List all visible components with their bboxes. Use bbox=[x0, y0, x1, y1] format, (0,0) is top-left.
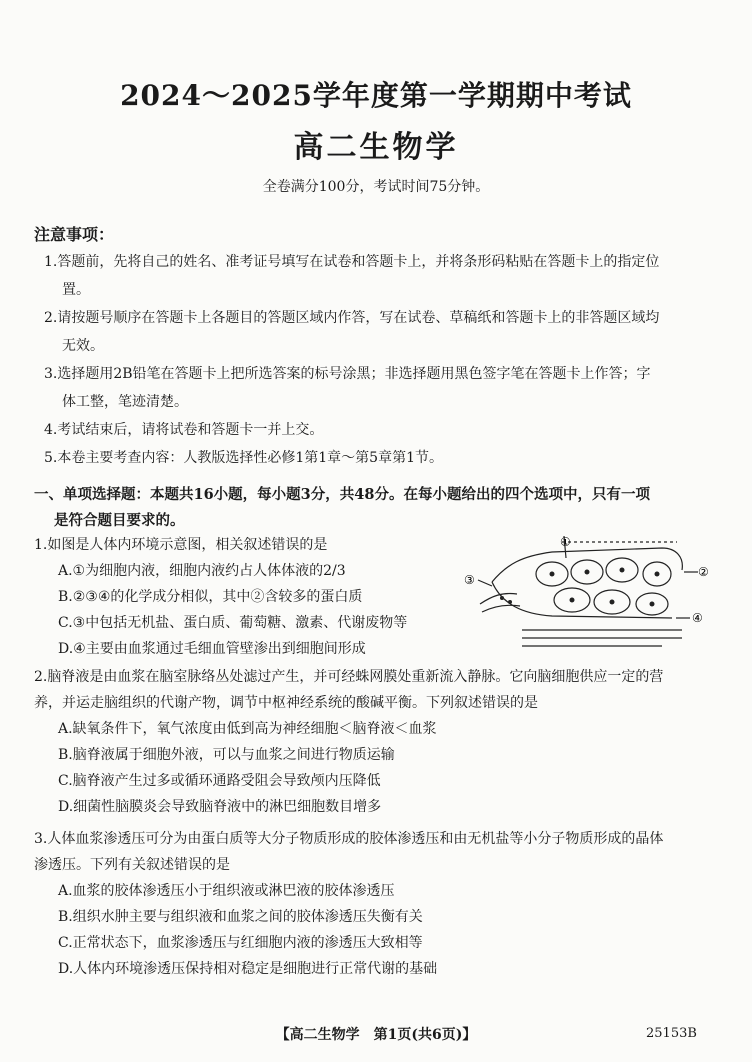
option-c: C.③中包括无机盐、蛋白质、葡萄糖、激素、代谢废物等 bbox=[58, 615, 408, 631]
subject-title: 高二生物学 bbox=[293, 130, 459, 165]
section-heading-line1: 一、单项选择题：本题共16小题，每小题3分，共48分。在每小题给出的四个选项中，只有一项 bbox=[34, 486, 650, 503]
tissue-outline bbox=[492, 582, 672, 618]
option-d: D.④主要由血浆通过毛细血管壁渗出到细胞间形成 bbox=[58, 641, 366, 657]
section-heading bbox=[34, 482, 674, 534]
section-heading-line2: 是符合题目要求的。 bbox=[54, 512, 185, 529]
internal-environment-diagram bbox=[462, 534, 710, 654]
question-stem: 3.人体血浆渗透压可分为由蛋白质等大分子物质形成的胶体渗透压和由无机盐等小分子物质形成的晶体渗透压。下列有关叙述错误的是 bbox=[34, 831, 664, 873]
option-b: B.②③④的化学成分相似，其中②含较多的蛋白质 bbox=[58, 589, 363, 605]
question-stem: 1.如图是人体内环境示意图，相关叙述错误的是 bbox=[34, 537, 328, 553]
capillary-outline bbox=[492, 548, 682, 582]
question-stem: 2.脑脊液是由血浆在脑室脉络丛处滤过产生，并可经蛛网膜处重新流入静脉。它向脑细胞供应一定的营养，并运走脑组织的代谢产物，调节中枢神经系统的酸碱平衡。下列叙述错误的是 bbox=[34, 669, 664, 711]
question-2 bbox=[34, 664, 674, 820]
notice-item: 2.请按题号顺序在答题卡上各题目的答题区域内作答，写在试卷、草稿纸和答题卡上的非答题区域均无效。 bbox=[44, 310, 660, 354]
page-footer: 【高二生物学 第1页(共6页)】 bbox=[275, 1027, 477, 1043]
question-3 bbox=[34, 826, 674, 982]
notice-item: 4.考试结束后，请将试卷和答题卡一并上交。 bbox=[44, 422, 324, 438]
exam-title: 2024～2025学年度第一学期期中考试 bbox=[120, 79, 632, 112]
option-a: A.血浆的胶体渗透压小于组织液或淋巴液的胶体渗透压 bbox=[58, 883, 395, 899]
notice-item: 5.本卷主要考查内容：人教版选择性必修1第1章～第5章第1节。 bbox=[44, 450, 443, 466]
notice-item: 3.选择题用2B铅笔在答题卡上把所选答案的标号涂黑；非选择题用黑色签字笔在答题卡上作答；字体工整，笔迹清楚。 bbox=[44, 366, 651, 410]
option-a: A.①为细胞内液，细胞内液约占人体体液的2/3 bbox=[58, 563, 346, 579]
notice-item: 1.答题前，先将自己的姓名、准考证号填写在试卷和答题卡上，并将条形码粘贴在答题卡上的指定位置。 bbox=[44, 254, 660, 298]
question-1 bbox=[34, 532, 454, 662]
diagram-label-1: ① bbox=[560, 535, 571, 549]
option-b: B.脑脊液属于细胞外液，可以与血浆之间进行物质运输 bbox=[58, 747, 395, 763]
option-b: B.组织水肿主要与组织液和血浆之间的胶体渗透压失衡有关 bbox=[58, 909, 423, 925]
paper-code: 25153B bbox=[646, 1026, 697, 1041]
diagram-label-2: ② bbox=[698, 565, 709, 579]
notice-list bbox=[44, 248, 664, 472]
diagram-label-4: ④ bbox=[692, 611, 703, 625]
option-d: D.人体内环境渗透压保持相对稳定是细胞进行正常代谢的基础 bbox=[58, 961, 438, 977]
option-d: D.细菌性脑膜炎会导致脑脊液中的淋巴细胞数目增多 bbox=[58, 799, 382, 815]
exam-meta: 全卷满分100分，考试时间75分钟。 bbox=[262, 179, 490, 195]
diagram-label-3: ③ bbox=[464, 573, 475, 587]
option-c: C.正常状态下，血浆渗透压与红细胞内液的渗透压大致相等 bbox=[58, 935, 423, 951]
option-c: C.脑脊液产生过多或循环通路受阻会导致颅内压降低 bbox=[58, 773, 381, 789]
option-a: A.缺氧条件下，氧气浓度由低到高为神经细胞＜脑脊液＜血浆 bbox=[58, 721, 437, 737]
notice-heading: 注意事项： bbox=[34, 225, 115, 244]
